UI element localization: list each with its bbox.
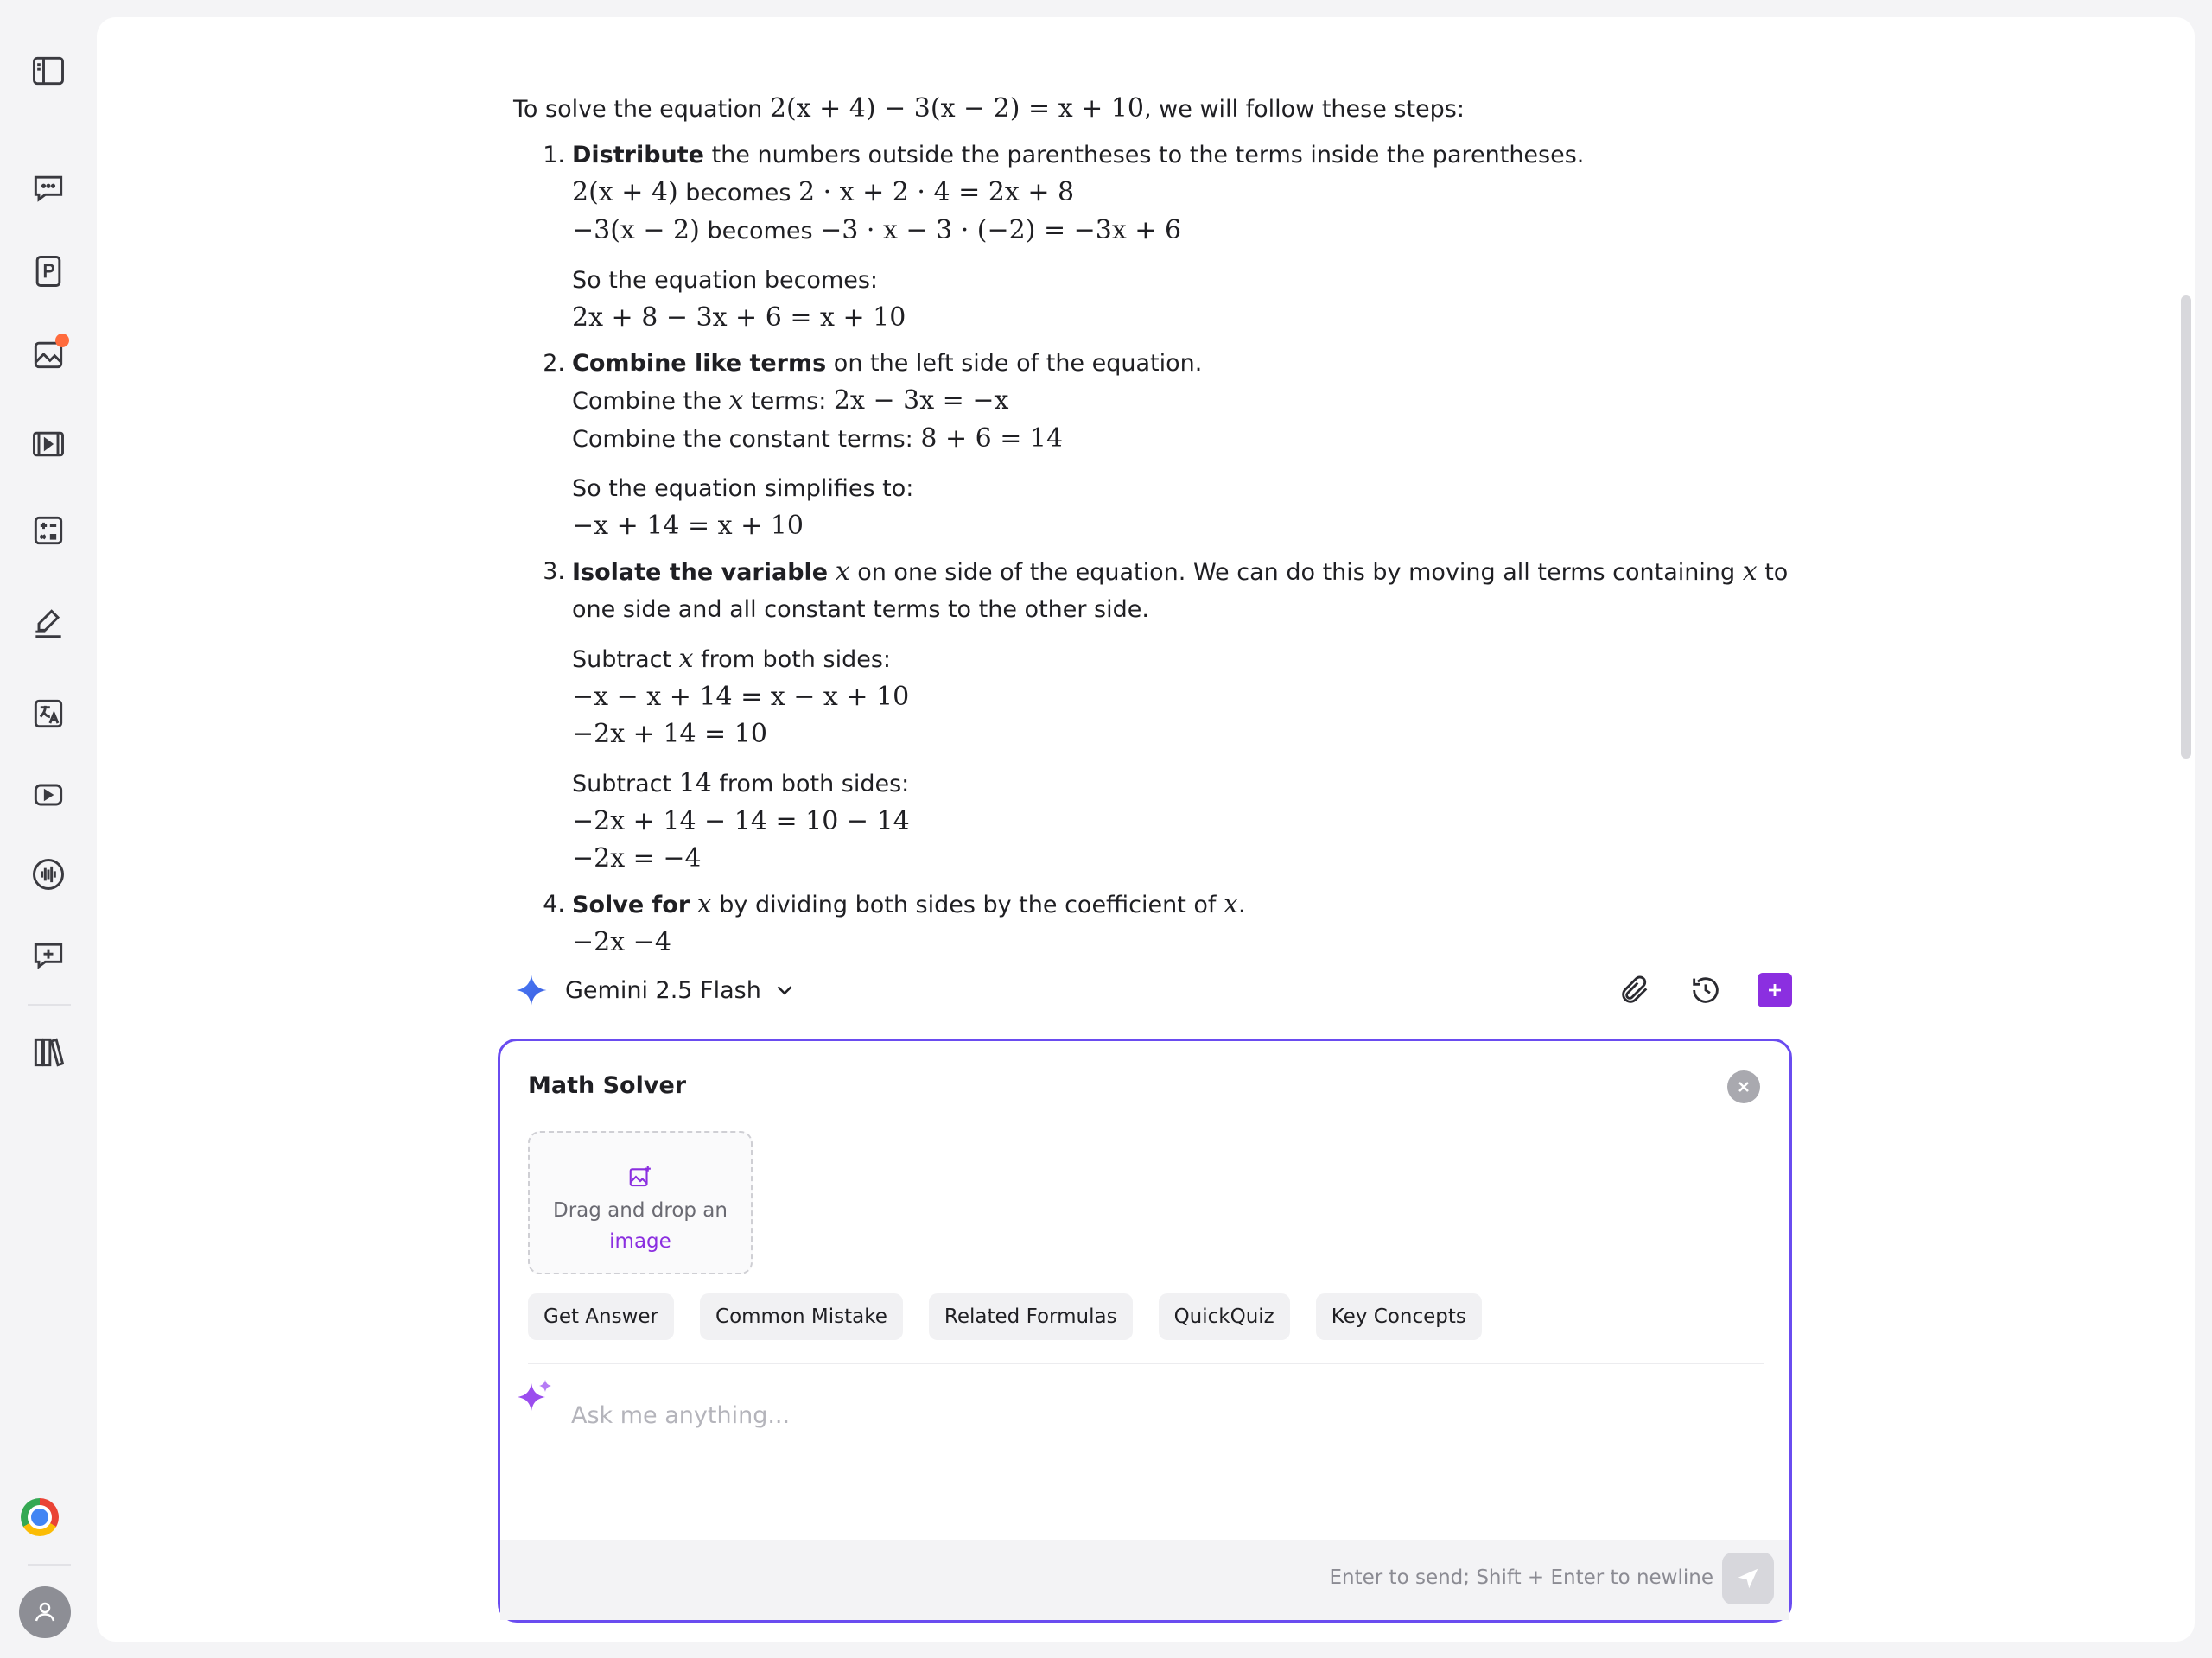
video-icon[interactable] xyxy=(22,418,74,470)
math-variable: x xyxy=(728,385,744,416)
math-expression: −3(x − 2) xyxy=(572,215,700,245)
math-expression: −2x −4 xyxy=(572,927,671,957)
sidebar-toggle-icon[interactable] xyxy=(22,45,74,97)
intro-equation: 2(x + 4) − 3(x − 2) = x + 10 xyxy=(769,93,1145,124)
action-chips xyxy=(528,1293,1482,1340)
math-expression: 8 + 6 = 14 xyxy=(920,423,1064,454)
step-text: terms: xyxy=(743,388,834,415)
math-expression: 2x + 8 − 3x + 6 = x + 10 xyxy=(572,302,906,333)
intro-line xyxy=(513,90,1792,128)
send-hint: Enter to send; Shift + Enter to newline xyxy=(1329,1566,1713,1589)
math-number: 14 xyxy=(678,768,712,798)
send-button[interactable] xyxy=(1722,1553,1774,1604)
model-bar xyxy=(513,966,1792,1014)
quickquiz-chip[interactable]: QuickQuiz xyxy=(1159,1293,1290,1340)
math-expression: 2 · x + 2 · 4 = 2x + 8 xyxy=(798,177,1075,207)
math-expression: −3 · x − 3 · (−2) = −3x + 6 xyxy=(820,215,1182,245)
p-icon[interactable] xyxy=(22,245,74,297)
answer-content xyxy=(513,90,1792,957)
step-text: from both sides: xyxy=(711,771,910,797)
ask-input[interactable] xyxy=(569,1380,1748,1451)
history-button[interactable] xyxy=(1687,971,1725,1009)
model-selector[interactable] xyxy=(550,977,798,1004)
math-variable: x xyxy=(696,889,712,919)
math-variable: x xyxy=(1224,889,1238,919)
step-3 xyxy=(513,553,1792,877)
math-expression: −2x + 14 − 14 = 10 − 14 xyxy=(572,806,910,836)
step-number: 3. xyxy=(543,558,565,585)
step-heading: Distribute xyxy=(572,142,704,168)
chat-icon[interactable] xyxy=(22,162,74,214)
chevron-down-icon xyxy=(772,977,798,1003)
step-text: Combine the xyxy=(572,388,729,415)
paperclip-icon xyxy=(1618,973,1652,1007)
step-text: Combine the constant terms: xyxy=(572,426,921,453)
step-sublabel: So the equation becomes: xyxy=(572,267,879,294)
math-expression: −2x + 14 = 10 xyxy=(572,719,767,749)
math-expression: −2x = −4 xyxy=(572,843,702,873)
step-sublabel: So the equation simplifies to: xyxy=(572,475,914,502)
audio-icon[interactable] xyxy=(22,848,74,900)
step-text: the numbers outside the parentheses to the terms inside the parentheses. xyxy=(703,142,1585,168)
close-tool-button[interactable] xyxy=(1727,1070,1760,1103)
step-text: by dividing both sides by the coefficient of xyxy=(711,892,1224,918)
gemini-sparkle-icon xyxy=(513,972,550,1008)
add-chat-icon[interactable] xyxy=(22,930,74,981)
step-number: 2. xyxy=(543,350,565,377)
sidebar-divider xyxy=(28,1004,71,1006)
user-icon xyxy=(32,1599,58,1625)
step-text: . xyxy=(1237,892,1246,918)
composer-footer xyxy=(500,1540,1789,1620)
content-scrollbar[interactable] xyxy=(2181,295,2191,759)
step-heading: Combine like terms xyxy=(572,350,827,377)
dropzone-link[interactable]: image xyxy=(609,1230,671,1253)
math-expression: −x − x + 14 = x − x + 10 xyxy=(572,682,910,712)
key-concepts-chip[interactable]: Key Concepts xyxy=(1316,1293,1482,1340)
step-heading: Isolate the variable xyxy=(572,559,829,586)
step-number: 4. xyxy=(543,891,565,918)
step-text: from both sides: xyxy=(693,646,891,673)
step-text: Subtract xyxy=(572,771,679,797)
composer xyxy=(498,1039,1792,1623)
image-upload-icon xyxy=(627,1164,653,1190)
intro-text: To solve the equation xyxy=(513,96,770,123)
math-expression: 2(x + 4) xyxy=(572,177,678,207)
intro-text-end: , we will follow these steps: xyxy=(1144,96,1465,123)
math-expression: −x + 14 = x + 10 xyxy=(572,511,804,541)
step-text: Subtract xyxy=(572,646,679,673)
image-icon[interactable] xyxy=(22,328,74,380)
get-answer-chip[interactable]: Get Answer xyxy=(528,1293,674,1340)
dropzone-text: Drag and drop an xyxy=(553,1199,728,1222)
plus-icon xyxy=(1763,978,1787,1002)
user-avatar[interactable] xyxy=(19,1586,71,1638)
step-4 xyxy=(513,886,1792,961)
send-icon xyxy=(1735,1566,1761,1591)
write-icon[interactable] xyxy=(22,598,74,650)
model-name: Gemini 2.5 Flash xyxy=(565,976,761,1004)
math-variable: x xyxy=(1742,556,1758,587)
chrome-icon[interactable] xyxy=(21,1498,59,1536)
related-formulas-chip[interactable]: Related Formulas xyxy=(929,1293,1133,1340)
library-icon[interactable] xyxy=(22,1026,74,1078)
composer-title: Math Solver xyxy=(528,1072,687,1099)
step-text: on one side of the equation. We can do this by moving all terms containing xyxy=(849,559,1743,586)
close-icon xyxy=(1735,1078,1752,1096)
math-variable: x xyxy=(835,556,850,587)
step-heading: Solve for xyxy=(572,892,690,918)
common-mistake-chip[interactable]: Common Mistake xyxy=(700,1293,903,1340)
youtube-icon[interactable] xyxy=(22,769,74,821)
new-chat-button[interactable] xyxy=(1758,973,1792,1007)
step-text: to one side and all constant terms to the other side. xyxy=(572,559,1789,623)
step-text: becomes xyxy=(677,180,798,206)
step-number: 1. xyxy=(543,142,565,168)
image-dropzone[interactable] xyxy=(528,1131,753,1274)
step-text: becomes xyxy=(699,218,821,245)
sidebar xyxy=(0,0,97,1658)
math-variable: x xyxy=(678,644,694,674)
composer-divider xyxy=(528,1363,1764,1364)
calculator-icon[interactable] xyxy=(22,505,74,556)
fire-badge-icon xyxy=(55,334,69,347)
history-icon xyxy=(1688,973,1723,1007)
step-text: on the left side of the equation. xyxy=(826,350,1203,377)
attach-button[interactable] xyxy=(1616,971,1654,1009)
sparkle-icon xyxy=(514,1376,556,1418)
step-2 xyxy=(513,345,1792,544)
math-expression: 2x − 3x = −x xyxy=(833,385,1009,416)
translate-icon[interactable] xyxy=(22,688,74,740)
step-1 xyxy=(513,137,1792,336)
sidebar-divider-bottom xyxy=(28,1564,71,1566)
